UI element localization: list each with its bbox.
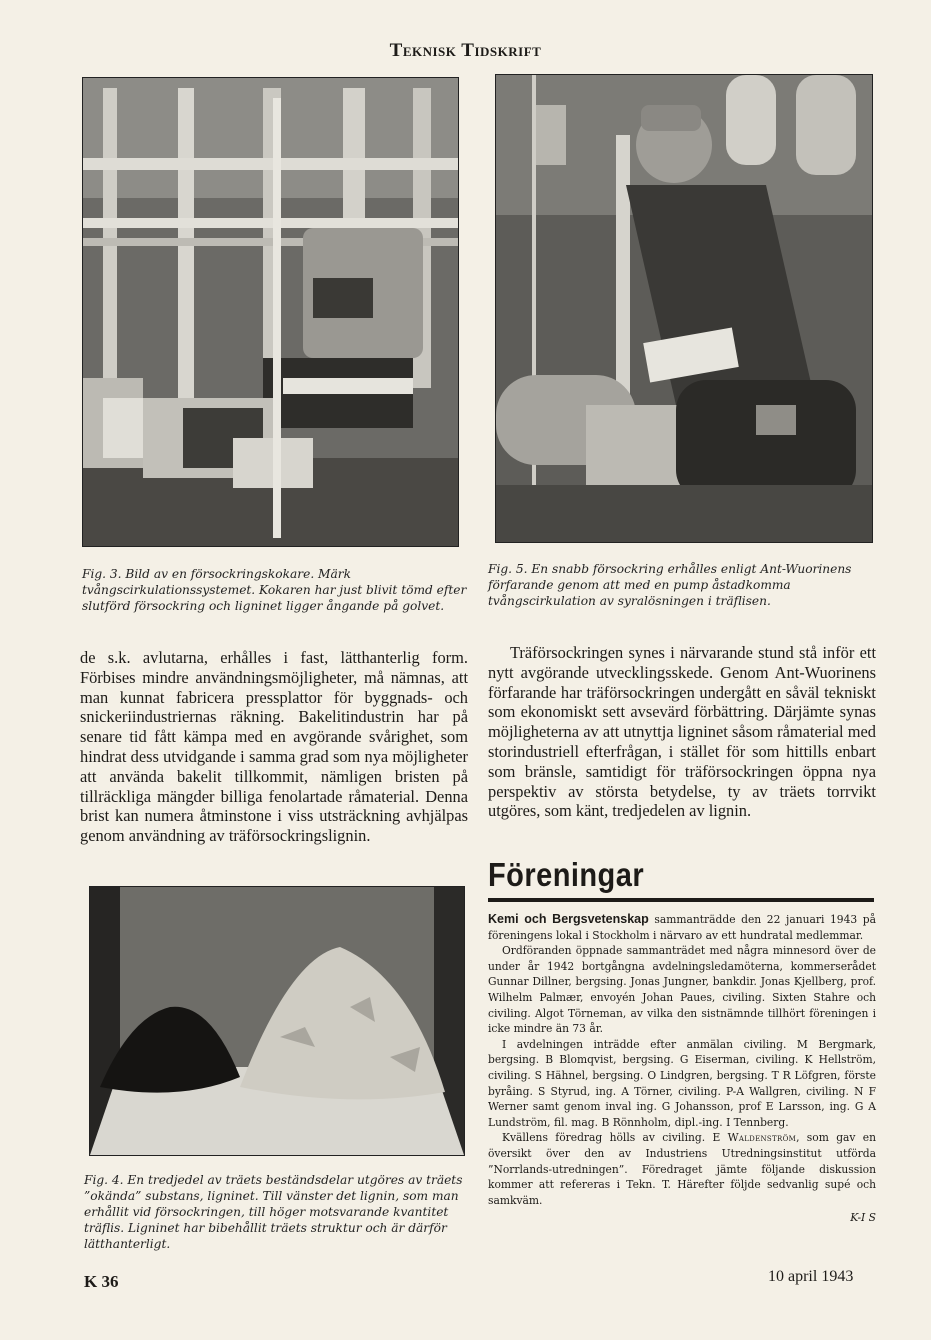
article-left-column bbox=[80, 648, 468, 846]
foreningar-heading: Föreningar bbox=[488, 856, 645, 893]
meeting-intro: sammanträdde den 22 januari 1943 på föreningens lokal i Stockholm i närvaro av ett hundratal medlemmar. bbox=[488, 913, 876, 942]
fig3-photo bbox=[82, 77, 459, 547]
boiler-room-illustration bbox=[83, 78, 458, 546]
foreningar-lead-paragraph bbox=[488, 912, 876, 943]
author-signature: K-I S bbox=[850, 1211, 876, 1225]
issue-date: 10 april 1943 bbox=[768, 1268, 854, 1285]
article-paragraph-left: de s.k. avlutarna, erhålles i fast, lätthanterlig form. Förbises mindre användningsmöjligheter, må nämnas, att man kunnat fabricera pressplattor för byggnads- och snickeriindustriernas räkning. Bakelitindustrin har på senare tid fått kämpa med en avgörande svårighet, som hindrat dess utvidgande i samma grad som nya möjligheter att använda bakelit tillkommit, nämligen bristen på tillräckliga mängder billiga fenolartade råmaterial. Denna brist kan numera åtminstone i viss utsträckning avhjälpas genom användning av träförsockringslignin. bbox=[80, 648, 468, 846]
lecture-paragraph: Kvällens föredrag hölls av civiling. E Waldenström, som gav en översikt över den av Industriens Utredningsinstitut utförda ”Norrlands-utredningen”. Föredraget jämte följande diskussion kommer att refereras i Tekn. T. Härefter följde sedvanlig supé och samkväm. bbox=[488, 1131, 876, 1207]
fig3-caption: Fig. 3. Bild av en försockringskokare. Märk tvångscirkulationssystemet. Kokaren har just blivit tömd efter slutförd försockring och ligninet ligger ångande på golvet. bbox=[82, 567, 467, 613]
foreningar-report bbox=[488, 912, 876, 1226]
fig5-caption: Fig. 5. En snabb försockring erhålles enligt Ant-Wuorinens förfarande genom att med en pump åstadkomma tvångscirkulation av syralösningen i träflisen. bbox=[488, 562, 852, 608]
memorial-paragraph: Ordföranden öppnade sammanträdet med några minnesord över de under år 1942 bortgångna avdelningsledamöterna, kommerserådet Gunnar Dillner, bergsing. Jonas Jungner, bankdir. Jonas Kjellberg, prof. Wilhelm Palmær, envoyén Johan Paues, civiling. Sixten Stahre och civiling. Algot Törneman, av vilka den sistnämnde tillhört föreningen i icke mindre än 73 år. bbox=[488, 944, 876, 1036]
page-number: K 36 bbox=[84, 1272, 119, 1291]
lecturer-name: Waldenström bbox=[727, 1131, 797, 1145]
fig5-photo bbox=[495, 74, 873, 543]
society-name: Kemi och Bergsvetenskap bbox=[488, 912, 649, 926]
new-members-paragraph: I avdelningen inträdde efter anmälan civiling. M Bergmark, bergsing. B Blomqvist, bergsing. G Eiserman, civiling. K Hellström, civiling. S Hähnel, bergsing. O Lindgren, bergsing. T R Löfgren, förste byråing. S Styrud, ing. A Törner, civiling. P-A Wallgren, civiling. N F Werner samt genom inval ing. G Johansson, prof E Larsson, ing. G A Lundström, fil. mag. B Rönnholm, dipl.-ing. I Tennberg. bbox=[488, 1037, 876, 1129]
lignin-and-woodchips-illustration bbox=[90, 887, 464, 1155]
fig4-caption: Fig. 4. En tredjedel av träets beständsdelar utgöres av träets ”okända” substans, ligninet. Till vänster det lignin, som man erhållit vid försockringen, till höger motsvarande kvantitet träflis. Ligninet har bibehållit träets struktur och är därför lätthanterligt. bbox=[84, 1173, 463, 1251]
article-right-column bbox=[488, 643, 876, 821]
fig4-photo bbox=[89, 886, 465, 1156]
article-paragraph-right: Träförsockringen synes i närvarande stund stå inför ett nytt avgörande utvecklingsskede. Genom Ant-Wuorinens förfarande har träförsockringen undergått en såväl tekniskt som ekonomiskt sett avsevärd förbättring. Därjämte synas möjligheterna av att utnyttja ligninet såsom råmaterial med storindustriell efterfrågan, i stället för som hittills enbart som bränsle, samtidigt för träförsockringen öppna nya perspektiv av största betydelse, ty av träets torrvikt utgöres, som känt, tredjedelen av lignin. bbox=[488, 643, 876, 821]
journal-masthead: Teknisk Tidskrift bbox=[389, 40, 542, 61]
section-rule bbox=[488, 898, 874, 902]
worker-with-pump-illustration bbox=[496, 75, 872, 542]
